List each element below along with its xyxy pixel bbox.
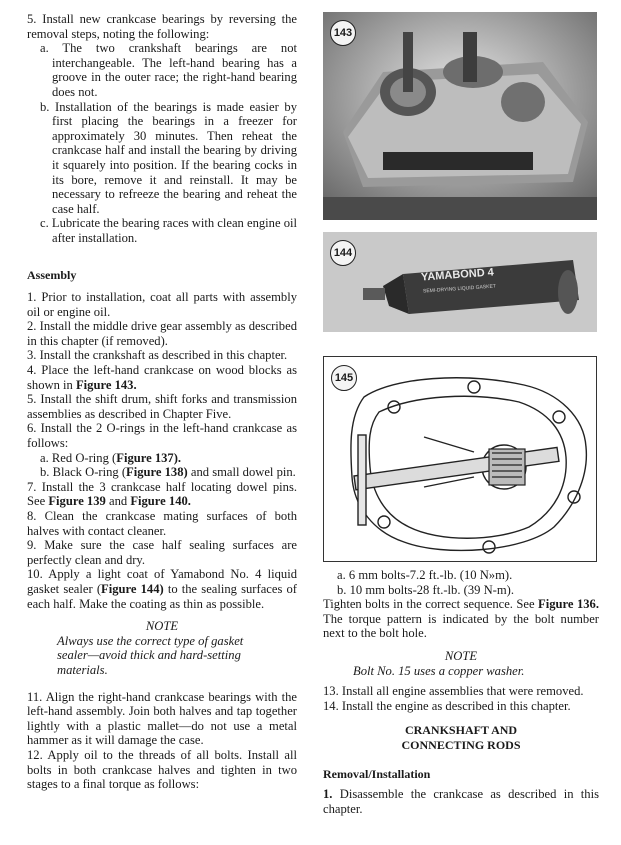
step-4-text: 4. Place the left-hand crankcase on wood blocks as shown in (27, 363, 297, 392)
step-6-b: b. Black O-ring (Figure 138) and small dowel pin. (40, 465, 296, 480)
assembly-step-7: 7. Install the 3 crankcase half locating dowel pins. See Figure 139 and Figure 140. (27, 479, 297, 509)
figure-145 (323, 356, 597, 562)
figure-143-label: 143 (330, 20, 356, 46)
removal-step-1: 1. Disassemble the crankcase as described in this chapter. (323, 787, 599, 816)
figure-136-ref[interactable]: Figure 136. (538, 597, 599, 612)
step-5: 5. Install new crankcase bearings by reversing the removal steps, noting the following: (27, 12, 297, 41)
figure-138-ref[interactable]: Figure 138) (126, 465, 188, 480)
tube-brand-label: YAMABOND 4 (420, 266, 495, 284)
assembly-step-4 (27, 363, 297, 392)
assembly-step-6: 6. Install the 2 O-rings in the left-hand crankcase as follows: (27, 421, 297, 451)
assembly-step-12: 12. Apply oil to the threads of all bolts. Install all bolts in both crankcase halves and tighten in two stages to a final torque as follows: (27, 747, 297, 792)
section-heading-line-1: CRANKSHAFT AND (404, 723, 518, 738)
assembly-step-2: 2. Install the middle drive gear assembly as described in this chapter (if removed). (27, 319, 297, 348)
step-5-subitems (27, 41, 297, 245)
assembly-step-5: 5. Install the shift drum, shift forks and transmission assemblies as described in Chapter Five. (27, 392, 297, 421)
assembly-step-3: 3. Install the crankshaft as described in this chapter. (27, 348, 288, 363)
assembly-step-11: 11. Align the right-hand crankcase bearings with the left-hand assembly. Join both halves and tap together lightly with a plastic mallet—do not use a metal hammer as it will damage the case. (27, 689, 297, 748)
figure-144-ref[interactable]: Figure 144) (101, 581, 164, 596)
figure-144-label: 144 (330, 240, 356, 266)
figure-140-ref[interactable]: Figure 140. (130, 494, 191, 509)
note-2-body: Bolt No. 15 uses a copper washer. (353, 663, 525, 678)
assembly-step-1: 1. Prior to installation, coat all parts with assembly oil or engine oil. (27, 290, 297, 319)
note-1-body: Always use the correct type of gasket sealer—avoid thick and hard-setting materials. (57, 633, 244, 677)
step-6-a: a. Red O-ring (Figure 137). (40, 450, 182, 465)
section-heading-line-2: CONNECTING RODS (401, 737, 521, 752)
removal-heading: Removal/Installation (323, 766, 431, 781)
figure-145-label: 145 (331, 365, 357, 391)
torque-list (323, 568, 599, 597)
figure-143-ref[interactable]: Figure 143. (75, 377, 137, 392)
assembly-heading: Assembly (27, 267, 77, 282)
note-2-title: NOTE (444, 648, 478, 663)
assembly-step-8: 8. Clean the crankcase mating surfaces of both halves with contact cleaner. (27, 509, 297, 538)
tube-sub-label: SEMI-DRYING LIQUID GASKET (422, 283, 497, 295)
assembly-step-10: 10. Apply a light coat of Yamabond No. 4 liquid gasket sealer (Figure 144) to the sealing surfaces of each half. Make the coating as thin as possible. (27, 567, 297, 611)
note-1-title: NOTE (145, 619, 179, 634)
figure-144 (323, 232, 597, 332)
figure-145-diagram (324, 357, 596, 561)
step-6-subitems (27, 451, 297, 480)
assembly-step-9: 9. Make sure the case half sealing surfaces are perfectly clean and dry. (27, 538, 297, 567)
step-5-a: a. The two crankshaft bearings are not interchangeable. The left-hand bearing has a groove in the outer race; the right-hand bearing does not. (40, 41, 297, 99)
torque-10mm: b. 10 mm bolts-28 ft.-lb. (39 N-m). (337, 582, 514, 597)
figure-137-ref[interactable]: Figure 137). (116, 450, 182, 465)
assembly-step-14: 14. Install the engine as described in this chapter. (323, 698, 571, 713)
tighten-instructions: Tighten bolts in the correct sequence. See Figure 136. The torque pattern is indicated by the bolt number next to the bolt hole. (323, 597, 599, 641)
torque-6mm: a. 6 mm bolts-7.2 ft.-lb. (10 N»m). (337, 568, 513, 582)
figure-143 (323, 12, 597, 220)
step-5-c: c. Lubricate the bearing races with clean engine oil after installation. (40, 216, 298, 245)
assembly-step-13: 13. Install all engine assemblies that were removed. (323, 684, 584, 699)
figure-139-ref[interactable]: Figure 139 (48, 494, 106, 509)
left-column (27, 12, 297, 792)
right-column (323, 568, 599, 816)
step-5-b: b. Installation of the bearings is made easier by first placing the bearings in a freezer for approximately 30 minutes. Then reheat the crankcase half and install the bearing by driving it squarely into position. If the bearing cocks in its bore, remove it and reinstall. It may be necessary to refreeze the bearing and reheat the case half. (40, 99, 297, 216)
figure-143-photo (323, 12, 597, 220)
